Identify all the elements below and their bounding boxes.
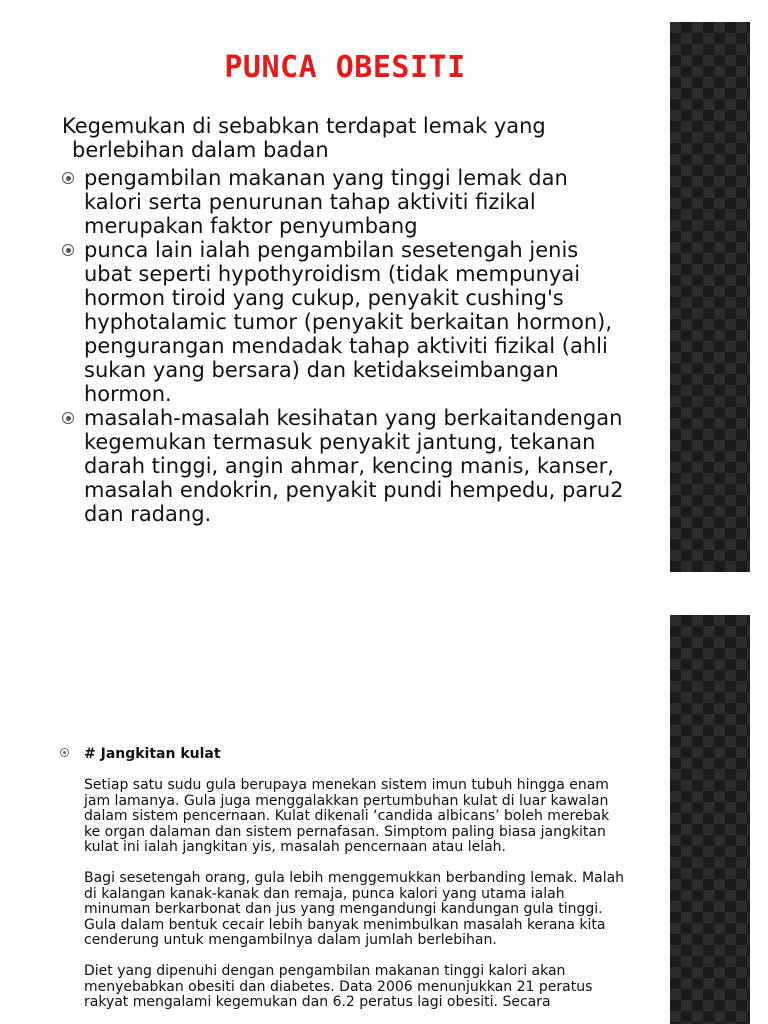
bullet-text: masalah-masalah kesihatan yang berkaitandengan kegemukan termasuk penyakit jantung, tekanan darah tinggi, angin ahmar, kencing manis, kanser, masalah endokrin, penyakit pundi hempedu, paru2 dan radang. [84,406,624,526]
bullet-text: punca lain ialah pengambilan sesetengah jenis ubat seperti hypothyroidism (tidak mempunyai hormon tiroid yang cukup, penyakit cushing's hyphotalamic tumor (penyakit berkaitan hormon), pengurangan mendadak tahap aktiviti fizikal (ahli sukan yang bersara) dan ketidakseimbangan hormon. [84,238,613,406]
list-item [62,238,632,406]
paragraph: Bagi sesetengah orang, gula lebih menggemukkan berbanding lemak. Malah di kalangan kanak-kanak dan remaja, punca kalori yang utama ialah minuman berkarbonat dan jus yang mengandungi kandungan gula tinggi. Gula dalam bentuk cecair lebih banyak menimbulkan masalah kerana kita cenderung untuk mengambilnya dalam jumlah berlebihan. [84,870,625,948]
list-item [62,406,632,526]
list-item [62,166,632,238]
bullet-list [62,166,632,526]
circle-dot-bullet-icon [62,172,74,184]
circle-dot-bullet-icon [62,244,74,256]
decorative-side-bar [670,22,750,572]
paragraph: Setiap satu sudu gula berupaya menekan sistem imun tubuh hingga enam jam lamanya. Gula juga menggalakkan pertumbuhan kulat di luar kawalan dalam sistem pencernaan. Kulat dikenali ‘candida albicans’ boleh merebak ke organ dalaman dan sistem pernafasan. Simptom paling biasa jangkitan kulat ini ialah jangkitan yis, masalah pencernaan atau lelah. [84,777,610,855]
bullet-text: pengambilan makanan yang tinggi lemak dan kalori serta penurunan tahap aktiviti fizikal merupakan faktor penyumbang [84,166,568,238]
circle-dot-bullet-icon [60,748,70,758]
slide-title: PUNCA OBESITI [224,50,466,85]
paragraph: Diet yang dipenuhi dengan pengambilan makanan tinggi kalori akan menyebabkan obesiti dan diabetes. Data 2006 menunjukkan 21 peratus rakyat mengalami kegemukan dan 6.2 peratus lagi obesiti. Secara [84,963,593,1010]
section-heading: # Jangkitan kulat [84,746,221,762]
section-body [84,778,629,1024]
intro-text: Kegemukan di sebabkan terdapat lemak yang berlebihan dalam badan [62,114,546,162]
decorative-side-bar [670,615,750,1024]
circle-dot-bullet-icon [62,412,74,424]
